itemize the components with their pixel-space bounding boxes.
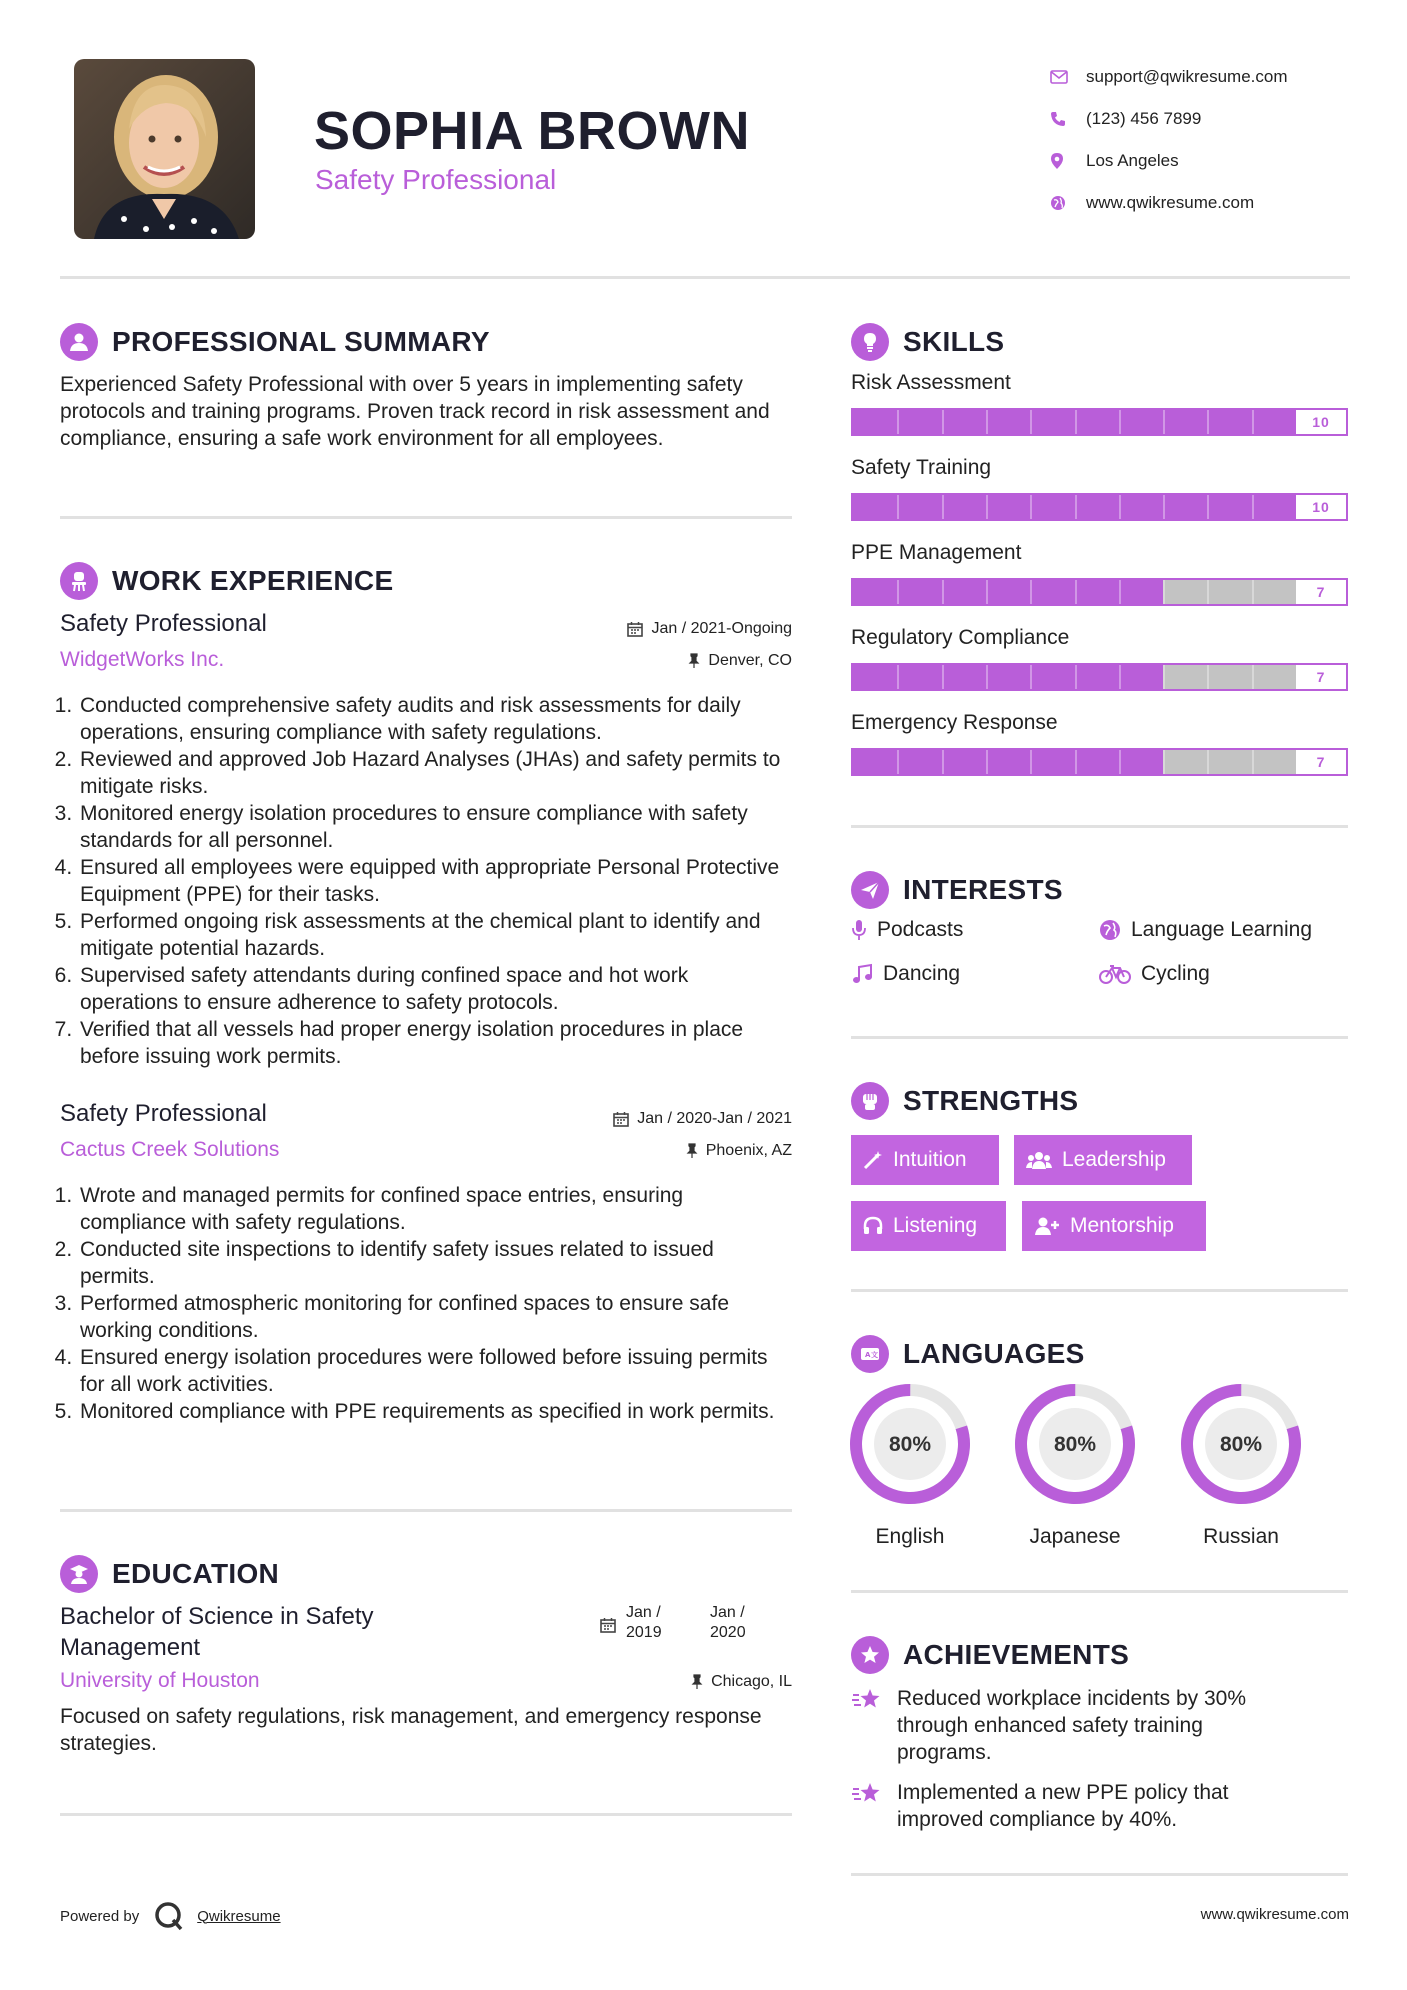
skill-name: Regulatory Compliance [851, 626, 1070, 649]
chair-icon [60, 562, 98, 600]
footer-website[interactable]: www.qwikresume.com [1200, 1906, 1349, 1923]
skill-bar [851, 578, 1348, 606]
job-entry [60, 1100, 792, 1425]
job-location [686, 1142, 792, 1160]
skill-segment-divider [1119, 495, 1121, 519]
strength-intuition [851, 1135, 999, 1185]
school-name: University of Houston [60, 1669, 260, 1692]
skill-segment-divider [986, 495, 988, 519]
list-item: 3. Monitored energy isolation procedures to ensure compliance with safety standards for all personnel. [78, 800, 792, 854]
skill-level: 7 [1296, 580, 1346, 604]
resume-header [0, 0, 1407, 280]
skill-segment-divider [1207, 750, 1209, 774]
calendar-icon [627, 621, 643, 637]
job-dates-text: Jan / 2020-Jan / 2021 [637, 1110, 792, 1127]
skill-fill [853, 665, 1163, 689]
divider [851, 825, 1348, 828]
language-name: English [875, 1525, 945, 1548]
job-title: Safety Professional [60, 1100, 267, 1127]
divider [60, 1509, 792, 1512]
achievement-item [851, 1779, 1291, 1833]
education-location [691, 1673, 792, 1691]
interests-heading [851, 871, 1063, 909]
pin-icon [686, 1143, 698, 1159]
skill-segment-divider [1207, 665, 1209, 689]
education-heading [60, 1555, 279, 1593]
profile-photo [74, 59, 255, 239]
list-item: 1. Conducted comprehensive safety audits and risk assessments for daily operations, ensuring compliance with safety regulations. [78, 692, 792, 746]
music-icon [851, 963, 873, 985]
strength-label: Intuition [893, 1148, 967, 1171]
languages-title: LANGUAGES [903, 1338, 1085, 1369]
job-location-text: Denver, CO [708, 652, 792, 669]
skill-segment-divider [942, 750, 944, 774]
calendar-icon [613, 1111, 629, 1127]
experience-heading [60, 562, 393, 600]
skill-level: 10 [1296, 410, 1346, 434]
candidate-title: Safety Professional [315, 164, 557, 195]
experience-title: WORK EXPERIENCE [112, 565, 394, 596]
divider [851, 1873, 1348, 1876]
skill-segment-divider [1252, 580, 1254, 604]
list-item: 2. Conducted site inspections to identify safety issues related to issued permits. [78, 1236, 792, 1290]
company-name: WidgetWorks Inc. [60, 648, 225, 671]
strengths-title: STRENGTHS [903, 1085, 1079, 1116]
headphones-icon [863, 1216, 883, 1236]
language-name: Japanese [1029, 1525, 1121, 1548]
skill-segment-divider [897, 580, 899, 604]
skill-segment-divider [1252, 495, 1254, 519]
interest-label: Dancing [883, 962, 961, 985]
skill-segment-divider [986, 750, 988, 774]
skill-segment-divider [1030, 410, 1032, 434]
contact-phone[interactable] [1050, 98, 1288, 140]
skill-segment-divider [1163, 665, 1165, 689]
lightbulb-icon [851, 323, 889, 361]
strengths-heading [851, 1082, 1078, 1120]
skill-segment-divider [1030, 665, 1032, 689]
skill-segment-divider [1252, 750, 1254, 774]
fist-icon [851, 1082, 889, 1120]
divider [851, 1590, 1348, 1593]
skill-segment-divider [1207, 580, 1209, 604]
skill-segment-divider [1075, 580, 1077, 604]
skill-segment-divider [1030, 750, 1032, 774]
skill-segment-divider [897, 495, 899, 519]
achievements-heading [851, 1636, 1129, 1674]
skill-segment-divider [1163, 495, 1165, 519]
language-item [1013, 1382, 1137, 1549]
pin-icon [688, 653, 700, 669]
job-responsibilities [60, 1182, 792, 1425]
pin-icon [691, 1674, 703, 1690]
interest-label: Language Learning [1131, 918, 1313, 941]
skill-segment-divider [1075, 750, 1077, 774]
list-item: 3. Performed atmospheric monitoring for confined spaces to ensure safe working conditions. [78, 1290, 792, 1344]
skill-segment-divider [986, 580, 988, 604]
globe-icon [1050, 195, 1086, 211]
summary-text: Experienced Safety Professional with over 5 years in implementing safety protocols and training programs. Proven track record in risk assessment and compliance, ensuring a safe work environment for all employees. [60, 373, 770, 450]
skill-segment-divider [986, 665, 988, 689]
skill-segment-divider [1207, 410, 1209, 434]
magic-wand-icon [863, 1150, 883, 1170]
contact-list [1050, 56, 1288, 224]
users-icon [1026, 1150, 1052, 1170]
language-percent: 80% [888, 1433, 932, 1456]
phone-icon [1050, 111, 1086, 127]
powered-by-text: Powered by [60, 1907, 140, 1925]
interest-dancing [851, 962, 960, 986]
skill-bar [851, 748, 1348, 776]
language-item [848, 1382, 972, 1549]
envelope-icon [1050, 70, 1086, 84]
job-entry [60, 610, 792, 1070]
header-divider [60, 276, 1350, 279]
skill-bar [851, 663, 1348, 691]
contact-location [1050, 140, 1288, 182]
interest-language-learning [1099, 918, 1312, 942]
list-item: 4. Ensured all employees were equipped with appropriate Personal Protective Equipment (PPE) for their tasks. [78, 854, 792, 908]
degree-title: Bachelor of Science in Safety Management [60, 1603, 374, 1661]
calendar-icon [600, 1617, 616, 1633]
job-title: Safety Professional [60, 610, 267, 637]
languages-heading [851, 1335, 1085, 1373]
achievement-text: Implemented a new PPE policy that improved compliance by 40%. [897, 1781, 1229, 1831]
candidate-name: SOPHIA BROWN [314, 101, 750, 161]
list-item: 2. Reviewed and approved Job Hazard Analyses (JHAs) and safety permits to mitigate risks. [78, 746, 792, 800]
strength-label: Leadership [1062, 1148, 1166, 1171]
company-name: Cactus Creek Solutions [60, 1138, 280, 1161]
list-item: 5. Performed ongoing risk assessments at the chemical plant to identify and mitigate potential hazards. [78, 908, 792, 962]
skill-segment-divider [942, 410, 944, 434]
language-ring [1179, 1382, 1303, 1506]
job-location-text: Phoenix, AZ [705, 1142, 792, 1159]
bicycle-icon [1099, 963, 1131, 985]
divider [60, 516, 792, 519]
skill-name: PPE Management [851, 541, 1022, 564]
summary-heading [60, 323, 490, 361]
contact-website[interactable] [1050, 182, 1288, 224]
skill-segment-divider [942, 580, 944, 604]
job-dates [627, 620, 792, 638]
strength-listening [851, 1201, 1006, 1251]
language-name: Russian [1203, 1525, 1279, 1548]
paper-plane-icon [851, 871, 889, 909]
skill-bar [851, 408, 1348, 436]
skill-segment-divider [1252, 410, 1254, 434]
interest-podcasts [851, 918, 963, 942]
job-dates-text: Jan / 2021-Ongoing [651, 620, 792, 637]
skill-segment-divider [897, 665, 899, 689]
skills-title: SKILLS [903, 326, 1005, 357]
skill-segment-divider [1075, 495, 1077, 519]
education-location-text: Chicago, IL [711, 1673, 792, 1690]
map-pin-icon [1050, 152, 1086, 170]
job-responsibilities [60, 692, 792, 1070]
list-item: 6. Supervised safety attendants during confined space and hot work operations to ensure adherence to safety protocols. [78, 962, 792, 1016]
skill-level: 7 [1296, 750, 1346, 774]
skill-segment-divider [1119, 665, 1121, 689]
achievements-title: ACHIEVEMENTS [903, 1639, 1130, 1670]
list-item: 7. Verified that all vessels had proper energy isolation procedures in place before issuing work permits. [78, 1016, 792, 1070]
user-plus-icon [1034, 1216, 1060, 1236]
qwikresume-link[interactable]: Qwikresume [197, 1907, 281, 1925]
skill-segment-divider [897, 750, 899, 774]
interest-label: Podcasts [877, 918, 964, 941]
language-percent: 80% [1053, 1433, 1097, 1456]
skill-level: 10 [1296, 495, 1346, 519]
summary-title: PROFESSIONAL SUMMARY [112, 326, 490, 357]
footer-powered-by [60, 1900, 281, 1932]
skill-name: Safety Training [851, 456, 992, 479]
skill-segment-divider [1163, 410, 1165, 434]
skill-segment-divider [897, 410, 899, 434]
skill-level: 7 [1296, 665, 1346, 689]
user-icon [60, 323, 98, 361]
divider [851, 1036, 1348, 1039]
microphone-icon [851, 919, 867, 941]
skill-segment-divider [1075, 665, 1077, 689]
skill-fill [853, 750, 1163, 774]
contact-email[interactable] [1050, 56, 1288, 98]
skill-segment-divider [1119, 410, 1121, 434]
achievement-item [851, 1685, 1291, 1766]
education-entry [60, 1601, 792, 1757]
job-dates [613, 1110, 792, 1128]
contact-phone-text: (123) 456 7899 [1086, 109, 1202, 128]
interests-title: INTERESTS [903, 874, 1063, 905]
divider [851, 1289, 1348, 1292]
skill-segment-divider [1075, 410, 1077, 434]
language-card-icon [851, 1335, 889, 1373]
education-dates [600, 1603, 772, 1643]
skill-segment-divider [1030, 580, 1032, 604]
education-title: EDUCATION [112, 1558, 280, 1589]
language-item [1179, 1382, 1303, 1549]
skill-name: Risk Assessment [851, 371, 1011, 394]
skill-segment-divider [1163, 580, 1165, 604]
list-item: 4. Ensured energy isolation procedures were followed before issuing permits for all work activities. [78, 1344, 792, 1398]
contact-website-text: www.qwikresume.com [1086, 193, 1255, 212]
interest-cycling [1099, 962, 1210, 986]
skill-segment-divider [942, 665, 944, 689]
skill-fill [853, 580, 1163, 604]
contact-location-text: Los Angeles [1086, 151, 1179, 170]
skill-segment-divider [942, 495, 944, 519]
skill-segment-divider [1030, 495, 1032, 519]
skill-name: Emergency Response [851, 711, 1058, 734]
list-item: 5. Monitored compliance with PPE requirements as specified in work permits. [78, 1398, 792, 1425]
shooting-star-icon [851, 1781, 885, 1807]
svg-text:A: A [865, 1351, 871, 1359]
skill-segment-divider [1119, 750, 1121, 774]
achievement-text: Reduced workplace incidents by 30% through enhanced safety training programs. [897, 1687, 1247, 1764]
education-end: Jan / 2020 [710, 1604, 746, 1641]
education-description: Focused on safety regulations, risk management, and emergency response strategies. [60, 1705, 762, 1755]
shooting-star-icon [851, 1687, 885, 1713]
skill-segment-divider [986, 410, 988, 434]
star-badge-icon [851, 1636, 889, 1674]
language-ring [848, 1382, 972, 1506]
skill-segment-divider [1207, 495, 1209, 519]
svg-text:文: 文 [871, 1351, 878, 1359]
globe-icon [1099, 919, 1121, 941]
skills-heading [851, 323, 1004, 361]
interest-label: Cycling [1141, 962, 1210, 985]
language-ring [1013, 1382, 1137, 1506]
education-start: Jan / 2019 [626, 1604, 662, 1641]
divider [60, 1813, 792, 1816]
strength-label: Listening [893, 1214, 978, 1237]
list-item: 1. Wrote and managed permits for confined space entries, ensuring compliance with safety regulations. [78, 1182, 792, 1236]
skill-segment-divider [1163, 750, 1165, 774]
qwikresume-logo-icon [153, 1900, 185, 1932]
strength-label: Mentorship [1070, 1214, 1174, 1237]
skill-segment-divider [1252, 665, 1254, 689]
strength-mentorship [1022, 1201, 1206, 1251]
contact-email-text: support@qwikresume.com [1086, 67, 1288, 86]
strength-leadership [1014, 1135, 1192, 1185]
graduate-icon [60, 1555, 98, 1593]
language-percent: 80% [1219, 1433, 1263, 1456]
skill-bar [851, 493, 1348, 521]
skill-segment-divider [1119, 580, 1121, 604]
job-location [688, 652, 792, 670]
